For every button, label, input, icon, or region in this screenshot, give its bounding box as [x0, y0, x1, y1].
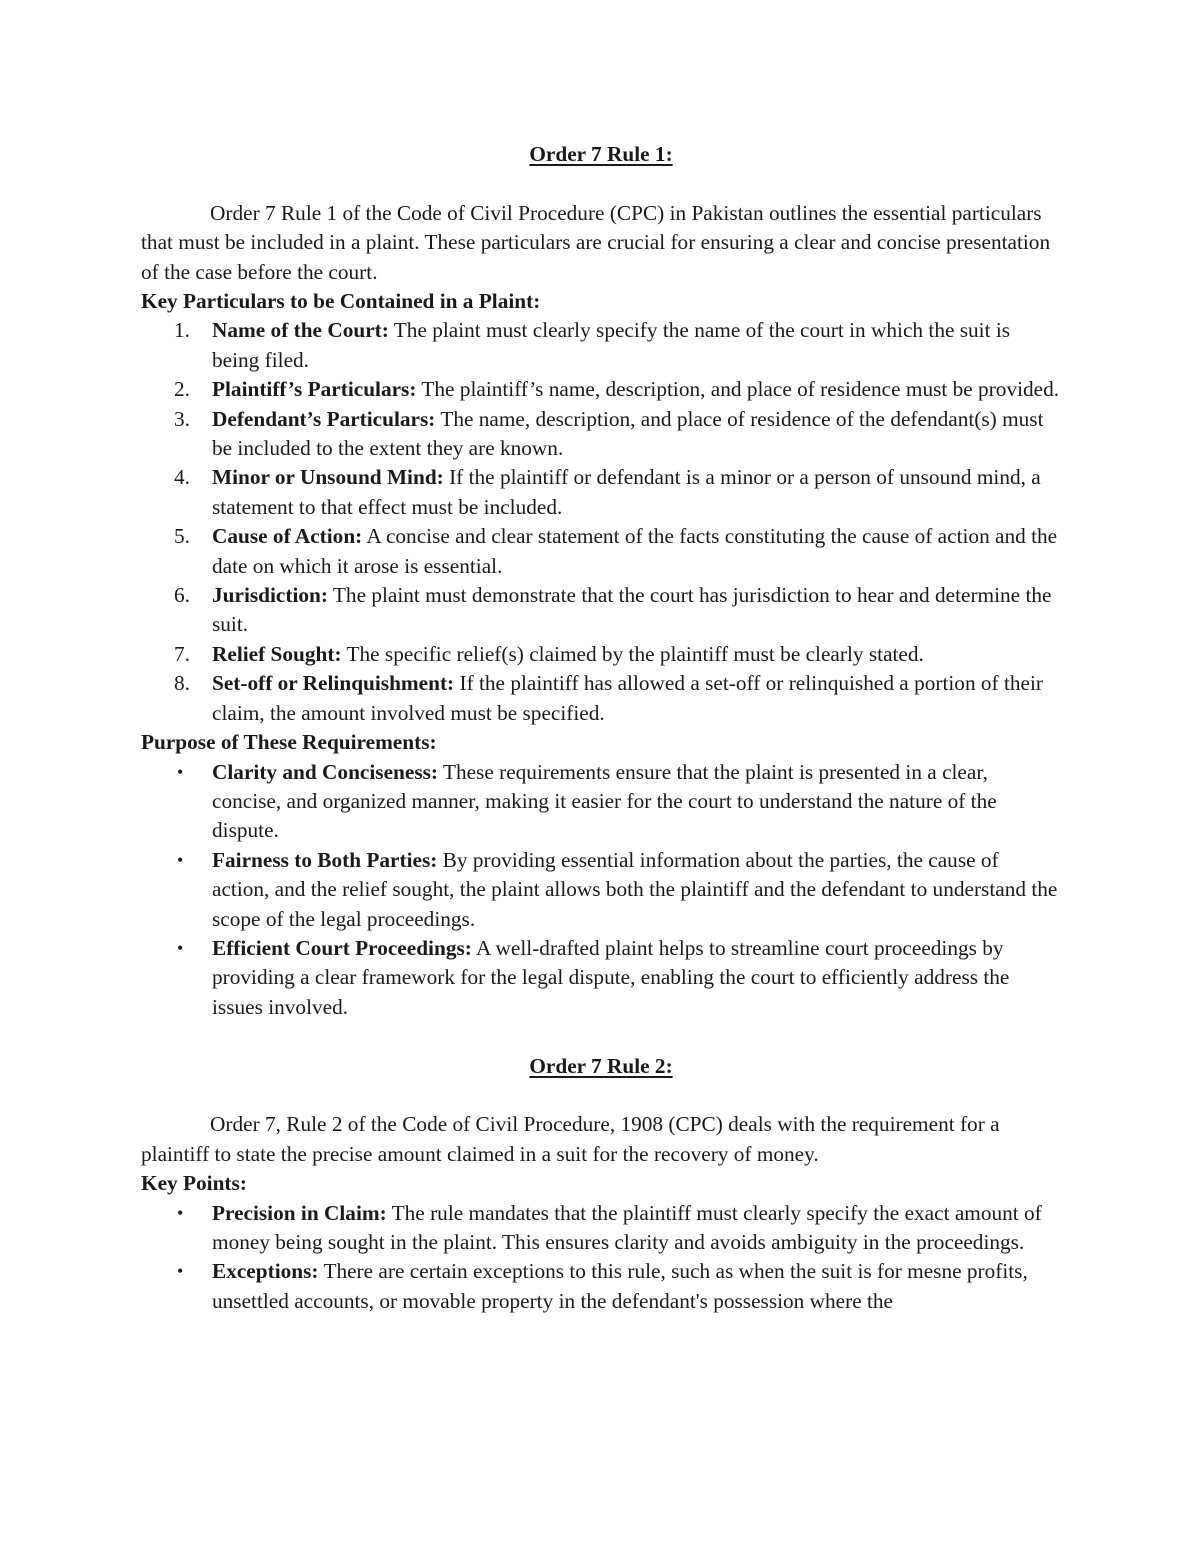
- bullet-icon: •: [177, 1261, 184, 1282]
- item-text: The plaint must clearly specify the name of the court in which the suit is being filed.: [212, 318, 1011, 372]
- item-text: The rule mandates that the plaintiff must clearly specify the exact amount of money being sought in the plaint. This ensures clarity and avoids ambiguity in the proceedings.: [212, 1200, 1042, 1254]
- list-item: [141, 640, 1061, 669]
- list-number: 4.: [174, 465, 190, 490]
- list-number: 2.: [174, 377, 190, 402]
- item-text: If the plaintiff has allowed a set-off or relinquished a portion of their claim, the amount involved must be specified.: [212, 671, 1044, 725]
- list-item: [141, 934, 1061, 1022]
- list-number: 6.: [174, 583, 190, 608]
- item-term: Set-off or Relinquishment:: [212, 671, 455, 696]
- item-term: Defendant’s Particulars:: [212, 406, 436, 431]
- document-content: [141, 140, 1061, 1316]
- list-number: 3.: [174, 406, 190, 431]
- item-term: Fairness to Both Parties:: [212, 847, 438, 872]
- item-text: The specific relief(s) claimed by the plaintiff must be clearly stated.: [341, 641, 924, 666]
- list-number: 8.: [174, 671, 190, 696]
- key-points-heading: Key Points:: [141, 1171, 247, 1196]
- item-term: Name of the Court:: [212, 318, 389, 343]
- section-2-intro: Order 7, Rule 2 of the Code of Civil Procedure, 1908 (CPC) deals with the requirement for a plaintiff to state the precise amount claimed in a suit for the recovery of money.: [141, 1112, 1000, 1166]
- item-term: Cause of Action:: [212, 524, 363, 549]
- bullet-icon: •: [177, 849, 184, 870]
- list-item: [141, 581, 1061, 640]
- list-item: [141, 522, 1061, 581]
- purpose-list: [141, 758, 1061, 1023]
- bullet-icon: •: [177, 937, 184, 958]
- section-1-intro: Order 7 Rule 1 of the Code of Civil Procedure (CPC) in Pakistan outlines the essential particulars that must be included in a plaint. These particulars are crucial for ensuring a clear and concise presentation of the case before the court.: [141, 200, 1051, 284]
- item-term: Efficient Court Proceedings:: [212, 935, 472, 960]
- section-2-heading: Order 7 Rule 2:: [529, 1053, 673, 1078]
- item-text: A concise and clear statement of the facts constituting the cause of action and the date on which it arose is essential.: [212, 524, 1058, 578]
- item-term: Clarity and Conciseness:: [212, 759, 438, 784]
- item-term: Plaintiff’s Particulars:: [212, 377, 417, 402]
- list-number: 7.: [174, 641, 190, 666]
- item-text: A well-drafted plaint helps to streamline court proceedings by providing a clear framework for the legal dispute, enabling the court to efficiently address the issues involved.: [212, 935, 1010, 1019]
- list-item: [141, 1199, 1061, 1258]
- list-item: [141, 846, 1061, 934]
- item-term: Jurisdiction:: [212, 583, 328, 608]
- item-text: These requirements ensure that the plaint is presented in a clear, concise, and organized manner, making it easier for the court to understand the nature of the dispute.: [212, 759, 997, 843]
- item-text: The plaint must demonstrate that the court has jurisdiction to hear and determine the suit.: [212, 583, 1052, 637]
- key-points-list: [141, 1199, 1061, 1317]
- particulars-list: [141, 316, 1061, 728]
- bullet-icon: •: [177, 761, 184, 782]
- list-item: [141, 669, 1061, 728]
- list-item: [141, 375, 1061, 404]
- list-number: 5.: [174, 524, 190, 549]
- list-item: [141, 463, 1061, 522]
- list-item: [141, 316, 1061, 375]
- item-term: Precision in Claim:: [212, 1200, 387, 1225]
- item-text: The plaintiff’s name, description, and place of residence must be provided.: [416, 377, 1060, 402]
- item-term: Minor or Unsound Mind:: [212, 465, 444, 490]
- item-text: There are certain exceptions to this rule, such as when the suit is for mesne profits, unsettled accounts, or movable property in the defendant's possession where the: [212, 1259, 1028, 1313]
- particulars-heading: Key Particulars to be Contained in a Plaint:: [141, 289, 541, 313]
- purpose-heading: Purpose of These Requirements:: [141, 730, 437, 755]
- item-text: If the plaintiff or defendant is a minor or a person of unsound mind, a statement to that effect must be included.: [212, 465, 1041, 519]
- item-text: The name, description, and place of residence of the defendant(s) must be included to the extent they are known.: [212, 406, 1044, 461]
- list-item: [141, 1257, 1061, 1316]
- item-term: Relief Sought:: [212, 641, 342, 666]
- item-text: By providing essential information about the parties, the cause of action, and the relief sought, the plaint allows both the plaintiff and the defendant to understand the scope of the legal proceedings.: [212, 847, 1058, 931]
- bullet-icon: •: [177, 1202, 184, 1223]
- list-number: 1.: [174, 318, 190, 343]
- section-1-heading: Order 7 Rule 1:: [529, 142, 673, 166]
- item-term: Exceptions:: [212, 1259, 319, 1284]
- list-item: [141, 405, 1061, 464]
- list-item: [141, 758, 1061, 846]
